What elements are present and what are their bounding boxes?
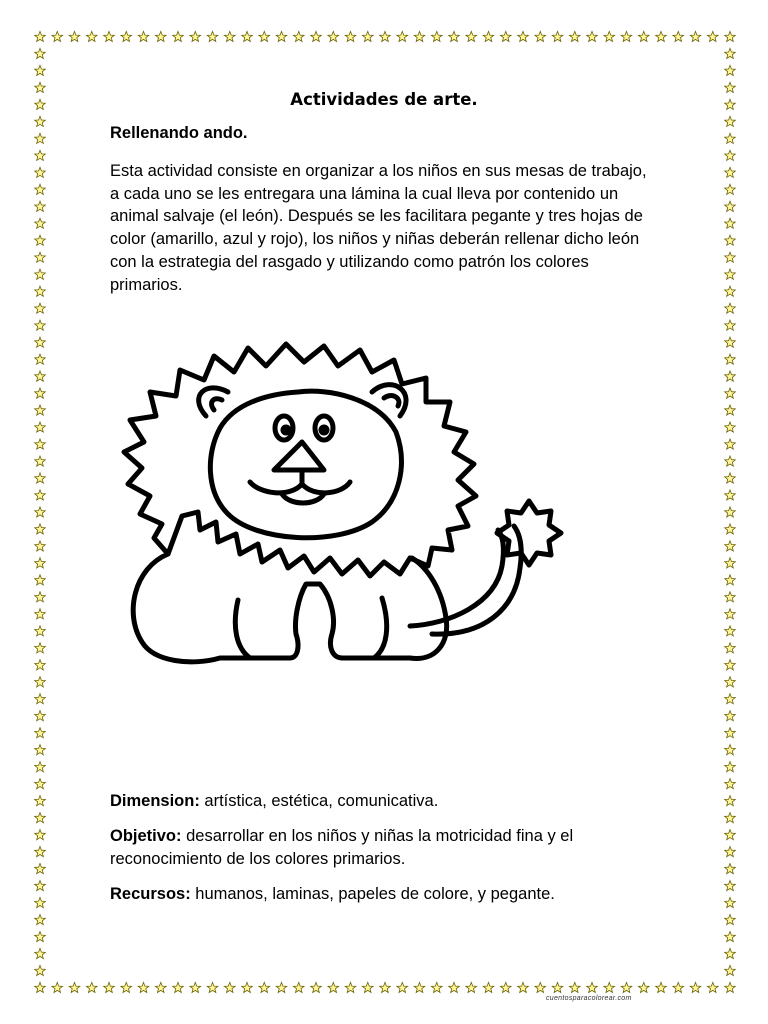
star-icon — [725, 847, 736, 857]
star-icon — [725, 303, 736, 313]
star-icon — [725, 609, 736, 619]
star-icon — [725, 405, 736, 415]
star-icon — [35, 133, 46, 143]
star-icon — [35, 609, 46, 619]
dimension-field — [110, 790, 650, 813]
star-icon — [104, 31, 115, 41]
star-icon — [35, 796, 46, 806]
star-icon — [121, 982, 132, 992]
star-icon — [725, 965, 736, 975]
star-icon — [725, 915, 736, 925]
star-icon — [725, 201, 736, 211]
recursos-value: humanos, laminas, papeles de colore, y pegante. — [190, 885, 555, 903]
star-icon — [725, 575, 736, 585]
star-icon — [35, 745, 46, 755]
star-icon — [35, 218, 46, 228]
star-icon — [725, 473, 736, 483]
star-icon — [725, 524, 736, 534]
star-icon — [311, 31, 322, 41]
star-icon — [725, 269, 736, 279]
star-icon — [362, 982, 373, 992]
star-icon — [276, 31, 287, 41]
star-icon — [328, 31, 339, 41]
star-icon — [707, 982, 718, 992]
star-icon — [604, 982, 615, 992]
star-icon — [656, 982, 667, 992]
star-icon — [725, 694, 736, 704]
star-icon — [173, 982, 184, 992]
star-icon — [431, 982, 442, 992]
star-icon — [449, 31, 460, 41]
star-icon — [35, 626, 46, 636]
star-icon — [725, 116, 736, 126]
star-icon — [35, 847, 46, 857]
star-icon — [35, 932, 46, 942]
star-icon — [725, 932, 736, 942]
star-icon — [35, 982, 46, 992]
star-icon — [345, 31, 356, 41]
star-icon — [86, 982, 97, 992]
star-icon — [35, 303, 46, 313]
star-icon — [35, 779, 46, 789]
objetivo-value: desarrollar en los niños y niñas la motricidad fina y el reconocimiento de los colores primarios. — [110, 827, 574, 868]
star-icon — [725, 354, 736, 364]
star-icon — [725, 558, 736, 568]
star-icon — [552, 982, 563, 992]
star-icon — [259, 982, 270, 992]
star-icon — [725, 626, 736, 636]
star-icon — [725, 507, 736, 517]
star-icon — [725, 235, 736, 245]
star-icon — [52, 982, 63, 992]
star-icon — [35, 762, 46, 772]
star-icon — [725, 337, 736, 347]
star-icon — [35, 898, 46, 908]
star-icon — [328, 982, 339, 992]
star-icon — [35, 184, 46, 194]
star-icon — [431, 31, 442, 41]
objetivo-label: Objetivo: — [110, 827, 182, 845]
star-icon — [69, 982, 80, 992]
recursos-field — [110, 883, 650, 906]
star-icon — [725, 762, 736, 772]
star-icon — [638, 31, 649, 41]
star-icon — [35, 48, 46, 58]
star-icon — [414, 982, 425, 992]
star-icon — [35, 592, 46, 602]
star-icon — [35, 405, 46, 415]
star-icon — [155, 982, 166, 992]
star-icon — [259, 31, 270, 41]
star-icon — [569, 31, 580, 41]
star-icon — [587, 31, 598, 41]
star-icon — [35, 65, 46, 75]
star-icon — [690, 31, 701, 41]
star-icon — [293, 982, 304, 992]
tail-tuft — [497, 501, 561, 565]
star-icon — [725, 65, 736, 75]
star-icon — [35, 711, 46, 721]
star-icon — [621, 31, 632, 41]
star-icon — [35, 31, 46, 41]
star-icon — [725, 167, 736, 177]
star-icon — [52, 31, 63, 41]
page-title: Actividades de arte. — [290, 90, 478, 109]
star-icon — [725, 813, 736, 823]
star-icon — [35, 558, 46, 568]
star-icon — [587, 982, 598, 992]
star-icon — [35, 201, 46, 211]
star-icon — [725, 286, 736, 296]
star-icon — [449, 982, 460, 992]
star-icon — [35, 422, 46, 432]
star-icon — [725, 864, 736, 874]
star-icon — [725, 779, 736, 789]
star-icon — [35, 915, 46, 925]
star-icon — [725, 745, 736, 755]
star-icon — [35, 830, 46, 840]
star-icon — [380, 31, 391, 41]
star-icon — [242, 31, 253, 41]
star-icon — [638, 982, 649, 992]
star-icon — [35, 167, 46, 177]
star-icon — [242, 982, 253, 992]
star-icon — [35, 320, 46, 330]
star-icon — [311, 982, 322, 992]
star-icon — [35, 388, 46, 398]
star-icon — [35, 728, 46, 738]
star-icon — [86, 31, 97, 41]
objetivo-field — [110, 825, 650, 870]
star-icon — [35, 269, 46, 279]
star-icon — [725, 592, 736, 602]
star-icon — [500, 982, 511, 992]
star-icon — [35, 524, 46, 534]
star-icon — [35, 660, 46, 670]
star-icon — [725, 677, 736, 687]
star-icon — [725, 830, 736, 840]
star-icon — [362, 31, 373, 41]
star-icon — [673, 982, 684, 992]
star-icon — [35, 948, 46, 958]
star-icon — [104, 982, 115, 992]
star-icon — [35, 881, 46, 891]
star-icon — [224, 31, 235, 41]
dimension-value: artística, estética, comunicativa. — [199, 792, 439, 810]
star-icon — [725, 982, 736, 992]
star-icon — [725, 218, 736, 228]
star-icon — [725, 490, 736, 500]
star-icon — [35, 490, 46, 500]
star-icon — [69, 31, 80, 41]
star-icon — [35, 286, 46, 296]
star-icon — [380, 982, 391, 992]
star-icon — [155, 31, 166, 41]
star-icon — [725, 881, 736, 891]
lion-nose — [274, 442, 324, 470]
star-icon — [725, 150, 736, 160]
star-icon — [35, 116, 46, 126]
star-icon — [35, 643, 46, 653]
star-icon — [414, 31, 425, 41]
star-icon — [397, 982, 408, 992]
star-icon — [35, 371, 46, 381]
star-icon — [35, 813, 46, 823]
star-icon — [35, 439, 46, 449]
star-icon — [518, 982, 529, 992]
star-icon — [725, 388, 736, 398]
star-icon — [725, 643, 736, 653]
star-icon — [35, 337, 46, 347]
star-icon — [535, 31, 546, 41]
star-icon — [725, 728, 736, 738]
star-icon — [35, 354, 46, 364]
star-icon — [35, 456, 46, 466]
description-paragraph: Esta actividad consiste en organizar a los niños en sus mesas de trabajo, a cada uno se les entregara una lámina la cual lleva por contenido un animal salvaje (el león). Después se les facilitara pegante y tres hojas de color (amarillo, azul y rojo), los niños y niñas deberán rellenar dicho león con la estrategia del rasgado y utilizando como patrón los colores primarios. — [110, 162, 647, 294]
star-icon — [173, 31, 184, 41]
star-icon — [35, 575, 46, 585]
star-icon — [190, 31, 201, 41]
star-icon — [500, 31, 511, 41]
star-icon — [725, 456, 736, 466]
star-icon — [207, 31, 218, 41]
star-icon — [725, 422, 736, 432]
star-icon — [207, 982, 218, 992]
star-icon — [725, 439, 736, 449]
recursos-label: Recursos: — [110, 885, 191, 903]
star-icon — [483, 982, 494, 992]
dimension-label: Dimension: — [110, 792, 200, 810]
star-icon — [604, 31, 615, 41]
star-icon — [483, 31, 494, 41]
star-icon — [224, 982, 235, 992]
star-icon — [121, 31, 132, 41]
star-icon — [725, 660, 736, 670]
star-icon — [518, 31, 529, 41]
star-icon — [397, 31, 408, 41]
star-icon — [35, 235, 46, 245]
star-icon — [725, 48, 736, 58]
star-icon — [725, 31, 736, 41]
star-icon — [35, 473, 46, 483]
star-icon — [621, 982, 632, 992]
star-icon — [725, 541, 736, 551]
star-icon — [569, 982, 580, 992]
star-icon — [707, 31, 718, 41]
star-icon — [725, 320, 736, 330]
star-icon — [35, 965, 46, 975]
star-icon — [725, 184, 736, 194]
star-icon — [35, 150, 46, 160]
star-icon — [35, 694, 46, 704]
star-icon — [725, 371, 736, 381]
star-icon — [35, 507, 46, 517]
star-icon — [725, 711, 736, 721]
star-icon — [725, 252, 736, 262]
star-icon — [725, 898, 736, 908]
star-icon — [690, 982, 701, 992]
star-icon — [35, 677, 46, 687]
star-icon — [466, 31, 477, 41]
star-icon — [535, 982, 546, 992]
star-icon — [656, 31, 667, 41]
star-icon — [725, 796, 736, 806]
star-icon — [725, 948, 736, 958]
activity-subtitle: Rellenando ando. — [110, 124, 248, 142]
star-icon — [466, 982, 477, 992]
star-icon — [35, 864, 46, 874]
image-credit: cuentosparacolorear.com — [546, 995, 632, 1002]
star-icon — [138, 982, 149, 992]
star-icon — [293, 31, 304, 41]
star-icon — [35, 541, 46, 551]
star-icon — [552, 31, 563, 41]
star-icon — [138, 31, 149, 41]
star-icon — [345, 982, 356, 992]
star-icon — [673, 31, 684, 41]
star-icon — [725, 133, 736, 143]
star-icon — [276, 982, 287, 992]
star-icon — [190, 982, 201, 992]
star-icon — [35, 252, 46, 262]
